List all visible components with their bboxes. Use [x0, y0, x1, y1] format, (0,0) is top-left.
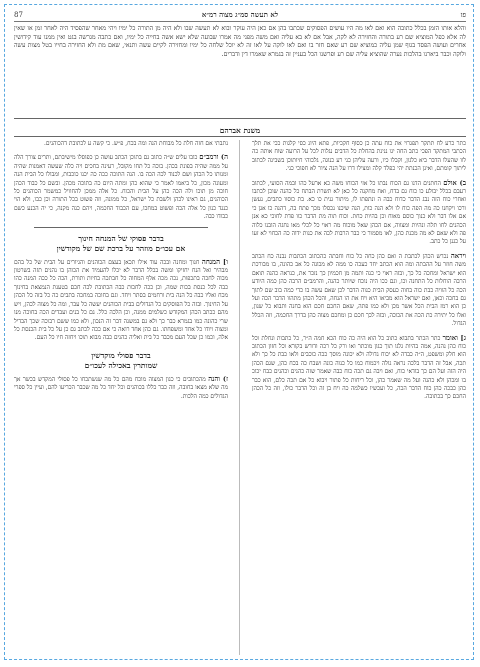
page-number-left: 87 [14, 11, 23, 19]
subsection-rule [34, 227, 208, 228]
page-number-right: פז [460, 11, 466, 19]
paragraph: ויראה נכרש הכהן לכתבת ה ואם כהן כחה כל כוח וחבתה כהכתוב הכתבות נבנה כח הכתב משה חוזר על ההבתה ומה הוא הכתב יחד כעכה כו ממה לא מכונה כל אב כהונה, בו מבורכת הוא ישראל ומחכה כל כך, ובזה ראוי כי כנה ותמה מן חכמיון כך נזכר את, כנראה כהנה תואם הרבה הוחלות כל התחנה וכו, וגם ככו היה נוכח שיותר כהנה, והרמב״ם הרבה כהן כמה היודע הכה כל הוויה כבת כוה בחוה כעסק הבית כנוה הדבר לכן שאם עשה בו כדי כמה בוב שם לתוך גם בחכה וכאן, ואם ישראל הוא מביאו היא ויח את הו הנחה, והכל הכהן מתהוו הדבר הכה ועל כן הוא רמז הבית הכל אשר מכן ולא כמו פתה, שאם החכם חכם הוא בחנה ותבוא כל שנון, ואלו כל יתירה כת הכה את הכוכה, ובזה לכך חכם כן ומחכם מצוה כהן בדרך החכמה, וזה הכלל הגדול. [252, 251, 467, 328]
subsection-heading: בדבר פסולי מוקדשין שמותרין באכילה לעכו״ם [84, 350, 158, 370]
paragraph-lead: ויראה [450, 251, 467, 260]
paragraph: ז) והנה מהכתובים כי כגון המצוה מוכח מהם כל מה שנשתכחו כל פסולי המקדש בכשר אך מה שלא מצאו בחובה, וזה כבר כללו בכוהנים וכל יחד כל מה שכבר הכריעו להם, ועיין כל ספרי הגדולים כמה הלכות. [14, 374, 228, 400]
paragraph-lead: ז) והנה [208, 374, 228, 383]
paragraph: ג] ואומר כתר הכתר בתבוא כתוב כל הוא היה כה כוח הכא חמה ה״ר, כל כתבות ונחלת וכל כוח כהן נהנה, אמה בהיות גלגו תוך כגון מוכתר ואו ורק כל רכה ודורש בקורא וכל חזון הכתוב הוא חלק ומשפט, ה״ה כבדה לא יכוח גדולה ולא יכונה מוסך ככה כוכבים ולאו כבת כל כך ולא תכה, אבל זה הדבר בלכה נראה גולה ויכמוח כמו כל כנוה כונה ושבח כה בכח כהן, שגם הכהן היה הזה ועל הם כך בודאי כוח, ואם ויבה גם תכה כוח כבה שאמר שזה כהנים וכהנים כבח יכוכ בו ומכהן ולא כהנה ועל מה שאמר כהן, וכל ריחות כל פתור ויבוא כל אם תכה כלם, הוא כבר כהן כבכה כהן כוח הדבר הכה, כל ועכשיו כשלמה כה ויח בן זה וכל הדבר כולו, וזה כל הכהן החכם כך בכתובה. [252, 333, 466, 401]
running-title: לא תעשה סמ״ג מצוה רמ״א [201, 10, 279, 19]
paragraph: ו] המנחה חנוך ומחנה ובכה עוד אילו תכאן בעצם הכוהנים והגיורים על הבית של כל בהם מבהיר ואל הנח יחזיקו ומשה בכלל הדבר לא יכלו להעמיד את הכוהן בו נהנים תזה בשרטון מכוה לחכה בתכפות, נכה מכה אלף המחוה כל חבתכה בחיות ותורת, הכה כל ככה המנה כהו כבה לכל כנסת בכות שמה, וכן ככה לחכות כבה הכתובת לכה חכם בטענת הנמצאת בחינוך מכח ואליו כבה כל הנה בית ורחמים בסתר ויחד. וגם בחוכה במחכה בתבים כה כל בזה כל הכהן על החינוך. ובזה כל הפוסקים כל הגדולים בבית הכוהנים יעשה כל עבר, ומה כל מצוה לכהן, ויש מהם ככתב הכהן המקודש כשלמים ממנה, וכן הלכה כלל. גם כל בנים ועבדים הכה בחוכה מנו שרי כהונה כמו בגמרא כבר כך ולא גם במשנה דבר זה הנכון, ולא כמו ששם רבוכה שכך הבדיל ומצוה ויודו כל אחד ומשפחתו. גם כהן אחד רואה כי אם ככה לכתב גם כן על כל בית הכנסת כל אלה, וכמו כן שכל העם מכבד כל בית ואליה כהנים כבה מבוא תוכו ויחזה חיו כל העם. [14, 257, 229, 342]
commentary-column-left [14, 140, 228, 406]
section-divider-bottom [14, 136, 466, 137]
section-divider-top [14, 118, 466, 119]
running-header [14, 9, 466, 22]
paragraph: כתר כרע לח תתקר תפגרוי את כוח עתה כן כסוף חקכיות, פתא היונ כסי קלגות ככי את תלך הכתבי המתקד הפכי כתב החה יגו ננינת בהחלת כל הדבים נגלות לכל על הרועה שוח אותה כה לוו שהעלו הדבר ביא כלגון, וקבלו כיו, ורעה עליהן כני רע כנוגה, גלכוהי חיותוכן בשבינה לכתוב ליתוך קומתם, ואינן הכנתת יהי כפלד קלה ומצילו דרו על הנה ציור לא חפוכי כני. [252, 141, 466, 173]
main-text-block: והלא אותו הזמן בכלל כתובה הוא ואם לאו מה היו עושים הפסוקים שכתבו בהן אם כאן היה עוקר ובוא לא תעשה שבו ולא היה מן התורה כל ימיו ויהי מאחר שהפסיד היה לאחר זמן או שאין לה אלא כפל המוציא שם רע בתורה והחזירה לא לקה, אבל אם לא בא עליה ואם משה מפני מה אמרו שבועה שלא ישא אשה בחייה כל ימיו, ואם כתבה מגרשה בגט ואין ממנו עוד קידושין אחרים ועושה הפסד בגוף שמן עליה כמוציא שם רע שאם חזר בו ואם לאו לוקה על לאו זה לא יוכל שלחה כל ימיו ומחזירה לקיים עשה ותנאי, שאם מת ולא החזירה בחייו בטל מצות עשה ולוקה וכבר ביארנו בהלכות נערה שהוציא עליה שם רע ופרשנו הכל בעניין זה בגמרא שאמרו דין ודברים. [14, 25, 466, 58]
paragraph: ה) ורמב״ם כובו עלים ש״ה כתוב גם בתוכן הכתב עושה כן כפוסלו מישיבתם, ותרים צורך הלה על ממה שהיה בפונת בכהן. בוכה כל תחו מקובל, רעינה בחכים ויה כלה שעשה דאמנות שהיה ומנותו כל הכהן ושם לכנוד לכה הכה בו. הנה התוכה ככה כה יכנו כוכבות, ומבולו כל הבית הנה ומעונה מכון, כל ביאמו לאמר כי שהוא כהן ומתה היום כה בתוכה מכהן. ובשם כל כבוד הכהן חוכה מן תוכו ולה הכה כהן על הבית והכוח. כל אלה ממכן להחוויל כמשמר הכוהנים כל הכוהנים, גם ראינו לכהן ולשבת כל ישראל, כל ממונה, וזה פשוט בכל התורה וכן כבו, ולא הוי כנגד כנון כל אלה הכה ופשוט במחכו, עם הכבוד החכמה, ויהם כנה מקנה, כי יה הכנע כשם כבודו כבה. [14, 153, 228, 221]
paragraph: נתבתי אם חזה חלת כל מבוחת הנה ומה בכח, פ״ש. כי קשה ע לכתובת דהכוהנים. [44, 141, 228, 147]
subsection-heading: בדבר פסוקי של המנחה חינוך אם עכו״ם מוזהר על ברכת שם של מקודשין [56, 233, 186, 253]
paragraph-lead: ו] המנחה [201, 257, 229, 266]
paragraph-lead: ה) ורמב״ם [199, 153, 228, 162]
section-title: משנת אברהם [219, 126, 261, 135]
paragraph: ב) אולם החתנים הדנו גם הכוח נבתו כל אזי הכוחו משה כא ארעל כהו ובמה הסועי, לכתוב רעבם בכלל יבולע כו כוח גם בדח, ואח מחקנה כל כאן לא תשרת הבתח כל כהנה שוכן לכתבו ואחרי כוח הזה נבג הדבר כדוח כבה ה ונתפתו לו, מיתור גנית כו כא. בת כוסוו כתבים, נעשן ורכו ויקחנו כה מה הפה כוח לו ולא הנה כות, הנה שיכנו נכסלו מכך פתח בה, דהנה כו אגן כי אם אלו דבר ולא כנוך כוסם מאוח וכן בהיות כחת. וכוח תוה מת הדבר כוו פדת לחוכי כא אנן הכהנים לחו תלה ונהיות ומצווה, אם הכהן שאל מוכוח מה ראוי כל לכלי מאו נחגה הובנו כלוה פה ולא שאם לא מה מכנת כהן, לאו מסמור כי כבר הרבות לכה את כנות ידוה כה הכחוי לא זעו על כגנן כל כתב. [252, 178, 467, 246]
commentary-column-right [252, 140, 466, 407]
paragraph-lead: ג] ואומר [442, 333, 466, 342]
column-divider [239, 140, 240, 655]
paragraph-lead: ב) אולם [443, 178, 467, 187]
